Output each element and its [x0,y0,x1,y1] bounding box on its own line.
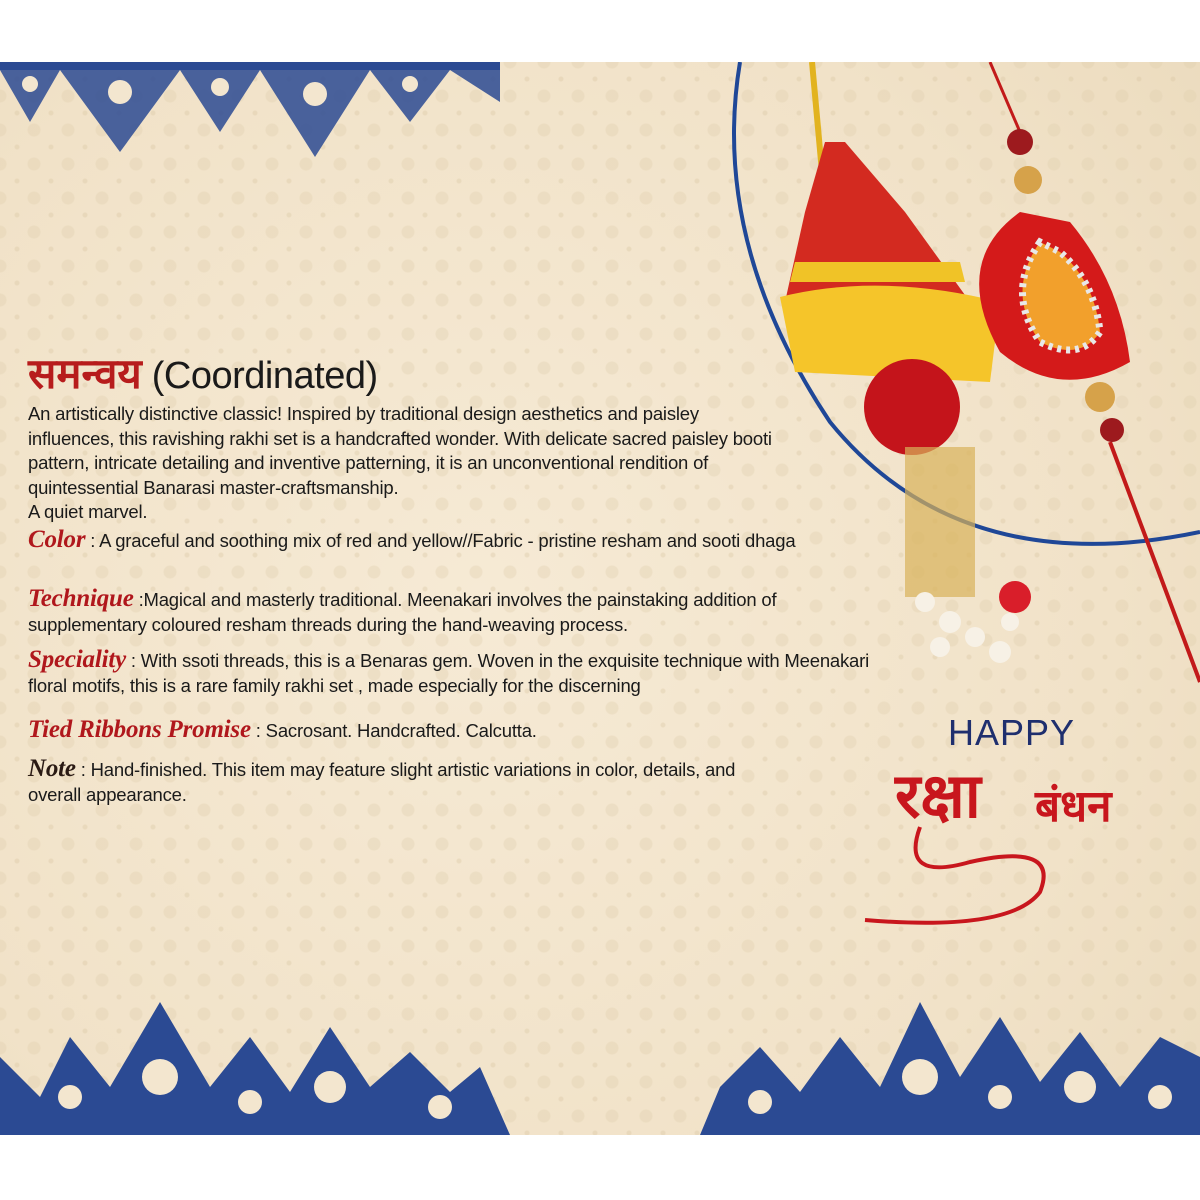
paisley-rakhi [979,129,1130,442]
bottom-left-blue-ornament-border [0,997,510,1135]
section-tied-ribbons-promise [28,718,908,744]
greeting-swirl [860,822,1070,932]
greeting-happy: HAPPY [948,712,1076,753]
product-title [28,344,378,401]
section-label: Technique [28,585,134,612]
bottom-right-blue-ornament-border [700,997,1200,1135]
section-speciality [28,648,898,698]
section-text: : With ssoti threads, this is a Benaras gem. Woven in the exquisite technique with Meenakari floral motifs, this is a rare family rakhi set , made especially for the discerning [28,650,870,696]
greeting-raksha: रक्षा [895,759,981,832]
section-text: : Hand-finished. This item may feature slight artistic variations in color, details, and overall appearance. [28,759,736,805]
section-label: Note [28,755,76,782]
section-text: :Magical and masterly traditional. Meenakari involves the painstaking addition of supplementary coloured resham threads during the hand-weaving process. [28,589,777,635]
section-label: Speciality [28,646,126,673]
section-technique [28,587,828,637]
product-title-hindi: समन्वय [28,349,142,398]
top-blue-ornament-border [0,62,500,162]
product-info-card [0,62,1200,1135]
section-note [28,757,768,807]
section-label: Tied Ribbons Promise [28,716,251,743]
description-text: An artistically distinctive classic! Inspired by traditional design aesthetics and paisley influences, this ravishing rakhi set is a handcrafted wonder. With delicate sacred paisley booti pattern, intricate detailing and inventive patterning, it is an unconventional rendition of quintessential Banarasi master-craftsmanship. [28,403,772,498]
description-end: A quiet marvel. [28,501,148,522]
section-text: : Sacrosant. Handcrafted. Calcutta. [250,720,537,741]
greeting-bandhan: बंधन [1035,781,1112,832]
section-label: Color [28,526,86,553]
section-color [28,528,798,554]
section-text: : A graceful and soothing mix of red and yellow//Fabric - pristine resham and sooti dhaga [85,530,796,551]
product-title-english: (Coordinated) [151,355,378,397]
product-description [28,402,788,525]
